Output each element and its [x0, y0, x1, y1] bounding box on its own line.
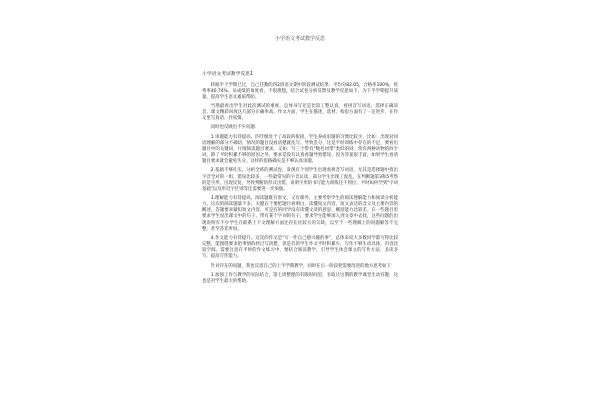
document-title: 小学语文考试教学反思 — [274, 36, 325, 42]
paragraph-1: 转眼半个学期已过，自己任教的四2班语文期中阶段测试结果：平均分82.05，合格率100%，优秀率40.74%。从成绩的角度看，不很理想。结合试卷分析反馈及教学反思如下，为下半学期提升质量，提高学生语文素质帮助。 — [202, 82, 398, 100]
paragraph-7: 4.作文能力有待提升。这次的作文是"写一件自己感兴趣的事"，总体来说大多数同学都写得比较完整，能围绕要求把事情的经过写清楚，但是有的学生作文平时积累少，写作不够生动具体，内容比较空洞。需要注意在平时的作文练习中，要结合阅读教学，引导学生体会课文的写作方法，多读多写，提高写作能力。 — [202, 235, 398, 260]
paragraph-6: 3.理解能力有待提高。阅读题既有原文，又有课外，主要考察学生的阅读理解能力和阅读分析能力。这次的阅读题量不多，关键在于要把题目看明白，读懂短文内容，短文表达的含义及主要内容的概述，答题要求紧扣短文内容，可是有的同学没有读懂文章的意思，概括能力比较差。在一些题目里要求学生说出课文中的句子、带有某个字词的句子，要求学生能够深入到文章中去找，这些问题的出现说明有不少学生在联系上下文理解方面还存在比较大的欠缺，以至于一些理解上的问题解答不完整，甚至答非所问。 — [202, 196, 398, 232]
paragraph-3: 同时也反映出不少问题： — [210, 125, 260, 131]
paragraph-9: 1.加强工作与教学的实际结合，第七周整理的有限时间里，争取让这期的教学课堂生动有趣，这也是对学生最大的帮助。 — [202, 272, 398, 284]
paragraph-4: 1.审题能力有待提高。四年级处于了高段的衔接，学生养成审题的习惯比较少，比如：出现对词语理解的部分不确切，情况的题目没看清楚就乱写。导致丢分，这是平时训练中存在的不足，要看出题目中的关键词，仔细阅读题目要求。又如：写三个带有"数名词带"类似的词，常有两种动物的四字词，除了平时积累不够的原因之外，要求是没有认真看题导致错误，因为答案很丰富，如果学生看清题目要求就会避免失分。这样的思路确实是不够认真审题。 — [202, 134, 398, 165]
document-body — [202, 72, 398, 288]
paragraph-2: 当然最看出学生对此次测试的重视，总体书写还是比较工整认真，看拼音写词语、选择正确读音、课文精彩回放这几部分正确率高。作文方面，学生在描述、选材、构思方面有了一定进步，在作文里写真话、抒真情。 — [202, 103, 398, 122]
paragraph-8: 针对存在的问题，我也反思自己的上半学期教学，同时在后一阶段把需要改进的地方思考如下： — [210, 263, 396, 269]
paragraph-5: 2.基础不够扎实。分析全班的测试卷，发现有个别学生出现看拼音写词语，尤其是选择题中找出字音全对的一组，错误比较多，一些最常见的字音认读，部分学生出现了混乱，在判断题第3和5考察的是字形，出现反复，导致判断的形式出错，说明字形的书写能力训练还不到位。平时如何学到"字词基础"以及形近字区别等还需要进一步加强。 — [202, 168, 398, 192]
section-heading: 小学语文考试教学反思1 — [202, 72, 254, 77]
